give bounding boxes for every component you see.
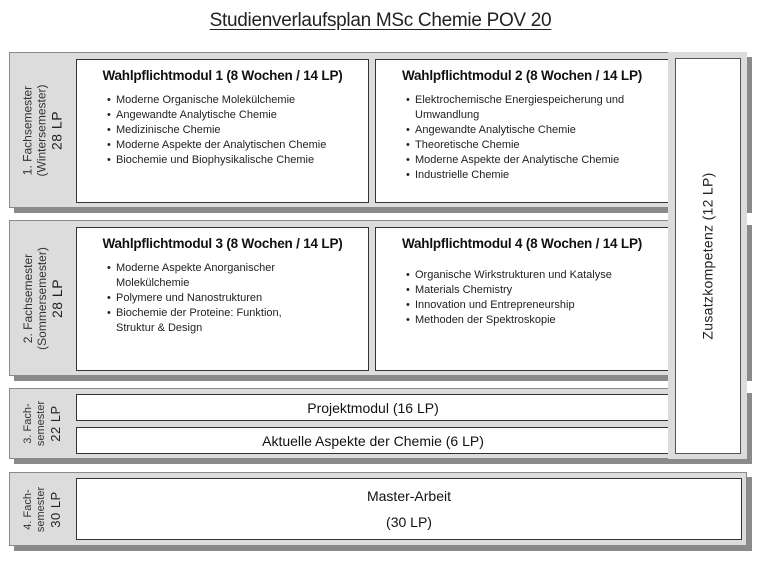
semester-2-row — [9, 220, 747, 376]
semester-3-credits: 22 LP — [48, 405, 64, 442]
semester-3-row — [9, 388, 747, 459]
zusatz-label: Zusatzkompetenz (12 LP) — [700, 172, 717, 340]
semester-2-name: 2. Fachsemester — [20, 253, 35, 343]
semester-1-row — [9, 52, 747, 208]
module-title: Aktuelle Aspekte der Chemie (6 LP) — [262, 432, 484, 449]
module-title: Wahlpflichtmodul 4 (8 Wochen / 14 LP) — [401, 236, 643, 251]
module-card-wpm3 — [76, 227, 369, 371]
module-card-zusatzkompetenz — [675, 58, 741, 454]
list-item: • Elektrochemische Energiespeicherung und Umwandlung — [406, 93, 630, 123]
module-title: Wahlpflichtmodul 1 (8 Wochen / 14 LP) — [102, 68, 343, 83]
list-item: • Angewandte Analytische Chemie — [107, 108, 326, 123]
module-card-aktuelle-aspekte — [76, 427, 670, 454]
module-card-wpm2 — [375, 59, 669, 203]
list-item: • Angewandte Analytische Chemie — [406, 123, 656, 138]
list-item: • Moderne Aspekte der Analytische Chemie — [406, 153, 656, 168]
module-item-list — [406, 93, 656, 183]
semester-2-label — [10, 221, 76, 375]
semester-4-row — [9, 472, 747, 546]
page-title: Studienverlaufsplan MSc Chemie POV 20 — [209, 10, 552, 31]
list-item: • Medizinische Chemie — [107, 123, 326, 138]
module-title: Wahlpflichtmodul 2 (8 Wochen / 14 LP) — [401, 68, 643, 83]
semester-2-term: (Sommersemester) — [34, 246, 49, 350]
module-item-list — [107, 93, 326, 168]
semester-3-term: semester — [35, 400, 48, 447]
module-item-list — [406, 268, 612, 328]
semester-4-name: 4. Fach- — [22, 488, 35, 530]
module-card-master-arbeit — [76, 478, 742, 540]
list-item: • Industrielle Chemie — [406, 168, 656, 183]
list-item: • Theoretische Chemie — [406, 138, 656, 153]
semester-2-credits: 28 LP — [48, 278, 65, 318]
semester-1-term: (Wintersemester) — [34, 83, 49, 177]
semester-4-label — [10, 473, 76, 545]
module-item-list — [107, 261, 316, 336]
list-item: • Moderne Aspekte der Analytischen Chemie — [107, 138, 326, 153]
module-title: Projektmodul (16 LP) — [307, 399, 439, 416]
module-title: Master-Arbeit — [366, 488, 452, 504]
semester-1-credits: 28 LP — [48, 110, 65, 150]
module-card-projektmodul — [76, 394, 670, 421]
semester-4-term: semester — [35, 486, 48, 532]
semester-1-name: 1. Fachsemester — [20, 85, 35, 175]
list-item: • Biochemie der Proteine: Funktion, Struktur & Design — [107, 306, 316, 336]
list-item: • Moderne Organische Molekülchemie — [107, 93, 326, 108]
semester-4-credits: 30 LP — [48, 490, 64, 528]
semester-3-name: 3. Fach- — [22, 403, 35, 444]
list-item: • Biochemie und Biophysikalische Chemie — [107, 153, 326, 168]
module-card-wpm4 — [375, 227, 669, 371]
module-title: Wahlpflichtmodul 3 (8 Wochen / 14 LP) — [102, 236, 343, 251]
list-item: • Organische Wirkstrukturen und Katalyse — [406, 268, 612, 283]
list-item: • Moderne Aspekte Anorganischer Molekülchemie — [107, 261, 301, 291]
semester-1-label — [10, 53, 76, 207]
module-card-wpm1 — [76, 59, 369, 203]
list-item: • Polymere und Nanostrukturen — [107, 291, 316, 306]
list-item: • Materials Chemistry — [406, 283, 612, 298]
list-item: • Methoden der Spektroskopie — [406, 313, 612, 328]
semester-3-label — [10, 389, 76, 458]
module-credits: (30 LP) — [386, 514, 432, 530]
list-item: • Innovation und Entrepreneurship — [406, 298, 612, 313]
